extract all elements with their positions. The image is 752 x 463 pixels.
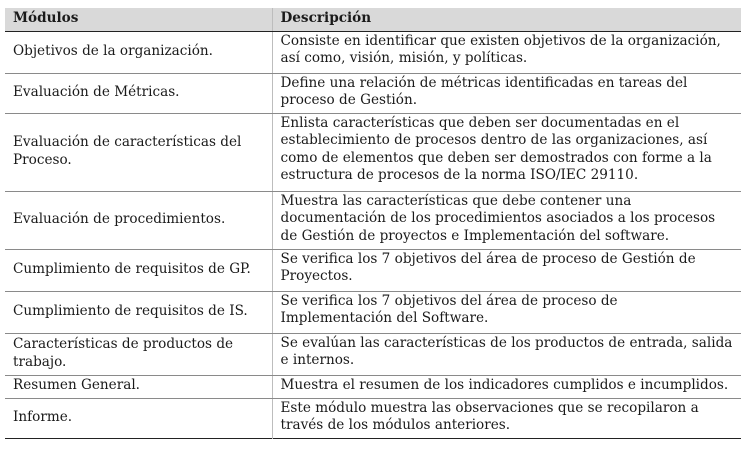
table-body — [5, 31, 741, 438]
module-description: Muestra el resumen de los indicadores cumplidos e incumplidos. — [272, 375, 741, 398]
table-row — [5, 73, 741, 113]
module-name: Resumen General. — [5, 375, 272, 398]
module-name: Evaluación de procedimientos. — [5, 191, 272, 249]
header-row — [5, 8, 741, 31]
module-name: Objetivos de la organización. — [5, 31, 272, 73]
module-name: Informe. — [5, 398, 272, 438]
table-row — [5, 249, 741, 291]
module-description: Este módulo muestra las observaciones que se recopilaron a través de los módulos anteriores. — [280, 399, 699, 433]
header-modulos: Módulos — [5, 8, 272, 31]
module-description: Se verifica los 7 objetivos del área de proceso de Implementación del Software. — [272, 291, 741, 333]
module-description: Se verifica los 7 objetivos del área de proceso de Gestión de Proyectos. — [272, 249, 741, 291]
module-name: Evaluación de características del Proceso. — [5, 113, 272, 191]
module-name: Cumplimiento de requisitos de IS. — [5, 291, 272, 333]
module-name: Cumplimiento de requisitos de GP. — [5, 249, 272, 291]
table-row — [5, 398, 741, 438]
header-descripcion: Descripción — [272, 8, 741, 31]
module-description: Consiste en identificar que existen objetivos de la organización, así como, visión, misión, y políticas. — [272, 31, 741, 73]
modules-table — [5, 8, 741, 439]
table-row — [5, 191, 741, 249]
module-name: Evaluación de Métricas. — [5, 73, 272, 113]
modules-table-container — [5, 8, 741, 439]
table-header — [5, 8, 741, 31]
table-row — [5, 333, 741, 375]
module-description: Muestra las características que debe contener una documentación de los procedimientos asociados a los procesos de Gestión de proyectos e Implementación del software. — [272, 191, 741, 249]
table-row — [5, 375, 741, 398]
module-description: Se evalúan las características de los productos de entrada, salida e internos. — [272, 333, 741, 375]
module-description: Define una relación de métricas identificadas en tareas del proceso de Gestión. — [272, 73, 741, 113]
table-row — [5, 113, 741, 191]
table-row — [5, 291, 741, 333]
module-name: Características de productos de trabajo. — [5, 333, 272, 375]
table-row — [5, 31, 741, 73]
module-description: Enlista características que deben ser documentadas en el establecimiento de procesos dentro de las organizaciones, así como de elementos que deben ser demostrados con forme a la estructura de procesos de la norma ISO/IEC 29110. — [272, 113, 741, 191]
